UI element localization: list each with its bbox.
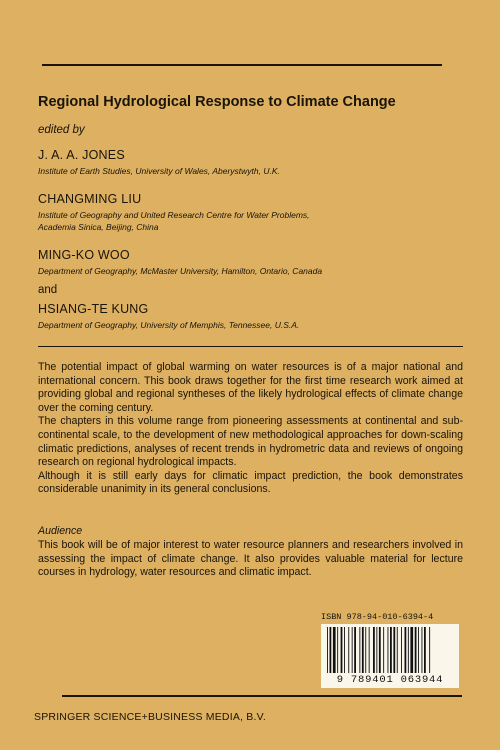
barcode (321, 624, 459, 688)
barcode-number: 9 789401 063944 (336, 674, 444, 686)
editor-name: CHANGMING LIU (38, 192, 142, 206)
audience-text: This book will be of major interest to water resource planners and researchers involved in assessing the impact of climate change. It also provides valuable material for lecture courses in hydrology, water resources and climatic impact. (38, 539, 463, 579)
editor-affiliation: Department of Geography, McMaster University, Hamilton, Ontario, Canada (38, 266, 323, 276)
book-title: Regional Hydrological Response to Climate Change (38, 94, 396, 110)
middle-rule (38, 346, 463, 347)
edited-by-label: edited by (38, 124, 85, 136)
editor-kung (38, 302, 299, 332)
description-paragraph: The potential impact of global warming on water resources is of a major national and international concern. This book draws together for the first time research work aimed at providing global and regional syntheses of the likely hydrological effects of climate change over the coming century. (38, 361, 463, 414)
editor-affiliation: Institute of Geography and United Research Centre for Water Problems, Academia Sinica, Beijing, China (38, 210, 310, 232)
description-paragraph: The chapters in this volume range from pioneering assessments at continental and sub-continental scale, to the development of new methodological approaches for down-scaling climatic predictions, analyses of recent trends in hydrometric data and reviews of ongoing research on regional hydrological impacts. (38, 415, 463, 469)
barcode-bars-icon (325, 627, 455, 673)
editor-affiliation: Institute of Earth Studies, University of Wales, Aberystwyth, U.K. (38, 166, 280, 176)
description (38, 361, 463, 497)
and-label: and (38, 284, 58, 296)
bottom-rule (62, 695, 462, 697)
top-rule (42, 64, 442, 66)
publisher: SPRINGER SCIENCE+BUSINESS MEDIA, B.V. (34, 711, 266, 723)
isbn-label: ISBN 978-94-010-6394-4 (321, 612, 434, 622)
editor-name: HSIANG-TE KUNG (38, 302, 149, 316)
description-paragraph: Although it is still early days for climatic impact prediction, the book demonstrates considerable unanimity in its general conclusions. (38, 469, 463, 496)
editor-woo (38, 248, 322, 278)
editor-name: MING-KO WOO (38, 248, 130, 262)
editor-name: J. A. A. JONES (38, 148, 125, 162)
editor-liu (38, 192, 310, 233)
audience-heading: Audience (38, 525, 83, 537)
editor-jones (38, 148, 280, 178)
editor-affiliation: Department of Geography, University of Memphis, Tennessee, U.S.A. (38, 320, 300, 330)
